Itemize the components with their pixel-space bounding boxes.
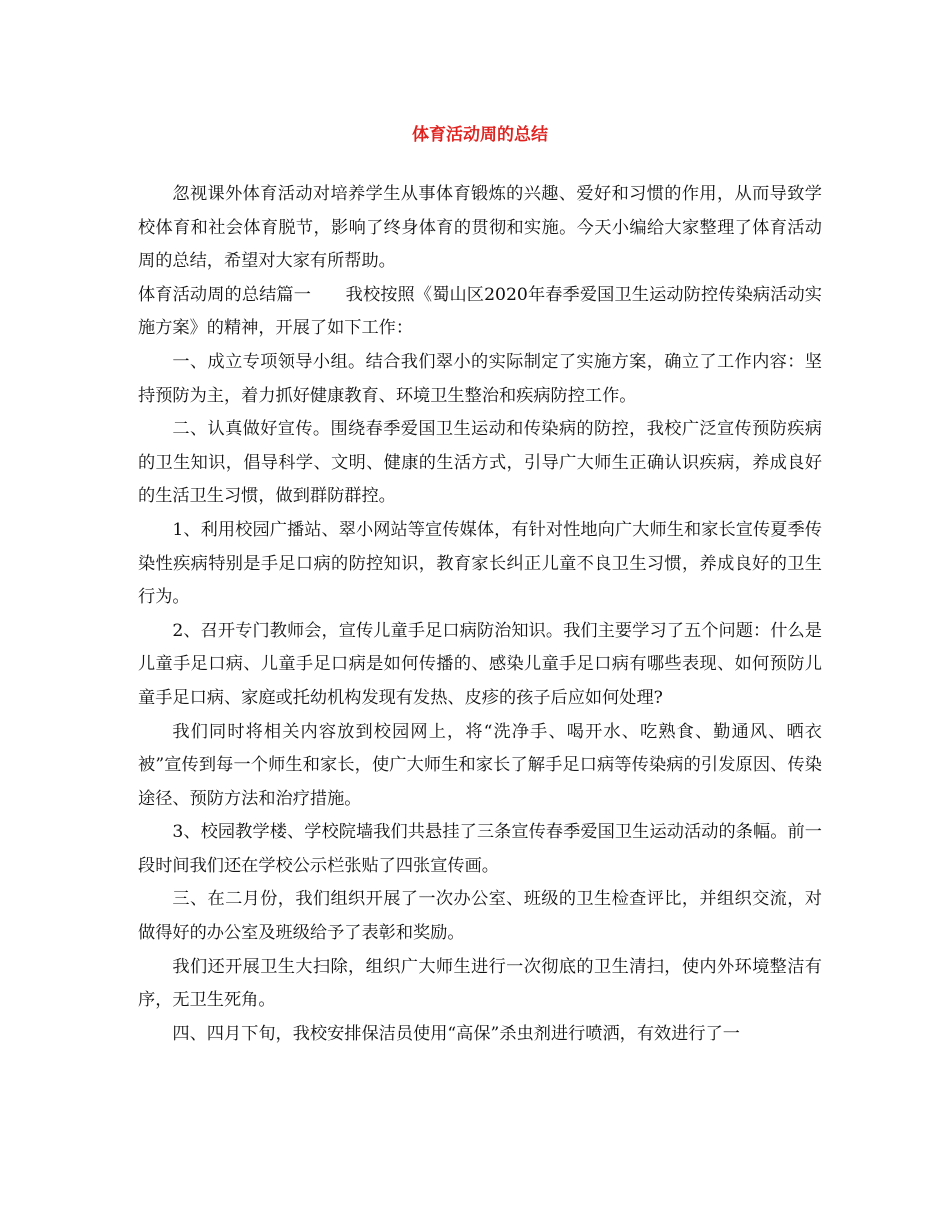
paragraph: 三、在二月份，我们组织开展了一次办公室、班级的卫生检查评比，并组织交流，对做得好的办公室及班级给予了表彰和奖励。: [138, 889, 822, 944]
paragraph: 一、成立专项领导小组。结合我们翠小的实际制定了实施方案，确立了工作内容：坚持预防为主，着力抓好健康教育、环境卫生整治和疾病防控工作。: [138, 351, 822, 406]
paragraph: 我们还开展卫生大扫除，组织广大师生进行一次彻底的卫生清扫，使内外环境整洁有序，无卫生死角。: [138, 956, 822, 1011]
paragraph: 四、四月下旬，我校安排保洁员使用“高保”杀虫剂进行喷洒，有效进行了一: [172, 1023, 740, 1044]
paragraph: 二、认真做好宣传。围绕春季爱国卫生运动和传染病的防控，我校广泛宣传预防疾病的卫生知识，倡导科学、文明、健康的生活方式，引导广大师生正确认识疾病，养成良好的生活卫生习惯，做到群防群控。: [138, 419, 822, 507]
paragraph: 1、利用校园广播站、翠小网站等宣传媒体，有针对性地向广大师生和家长宣传夏季传染性疾病特别是手足口病的防控知识，教育家长纠正儿童不良卫生习惯，养成良好的卫生行为。: [138, 519, 822, 608]
paragraph: 我们同时将相关内容放到校园网上，将“洗净手、喝开水、吃熟食、勤通风、晒衣被”宣传到每一个师生和家长，使广大师生和家长了解手足口病等传染病的引发原因、传染途径、预防方法和治疗措施。: [138, 721, 822, 809]
document-title: 体育活动周的总结: [412, 125, 548, 145]
paragraph: 体育活动周的总结篇一 我校按照《蜀山区2020年春季爱国卫生运动防控传染病活动实施方案》的精神，开展了如下工作：: [138, 284, 822, 339]
document-body: [138, 178, 822, 1051]
paragraph: 忽视课外体育活动对培养学生从事体育锻炼的兴趣、爱好和习惯的作用，从而导致学校体育和社会体育脱节，影响了终身体育的贯彻和实施。今天小编给大家整理了体育活动周的总结，希望对大家有所帮助。: [138, 184, 822, 272]
paragraph: 2、召开专门教师会，宣传儿童手足口病防治知识。我们主要学习了五个问题：什么是儿童手足口病、儿童手足口病是如何传播的、感染儿童手足口病有哪些表现、如何预防儿童手足口病、家庭或托幼机构发现有发热、皮疹的孩子后应如何处理?: [138, 620, 822, 708]
paragraph: 3、校园教学楼、学校院墙我们共悬挂了三条宣传春季爱国卫生运动活动的条幅。前一段时间我们还在学校公示栏张贴了四张宣传画。: [138, 822, 822, 876]
